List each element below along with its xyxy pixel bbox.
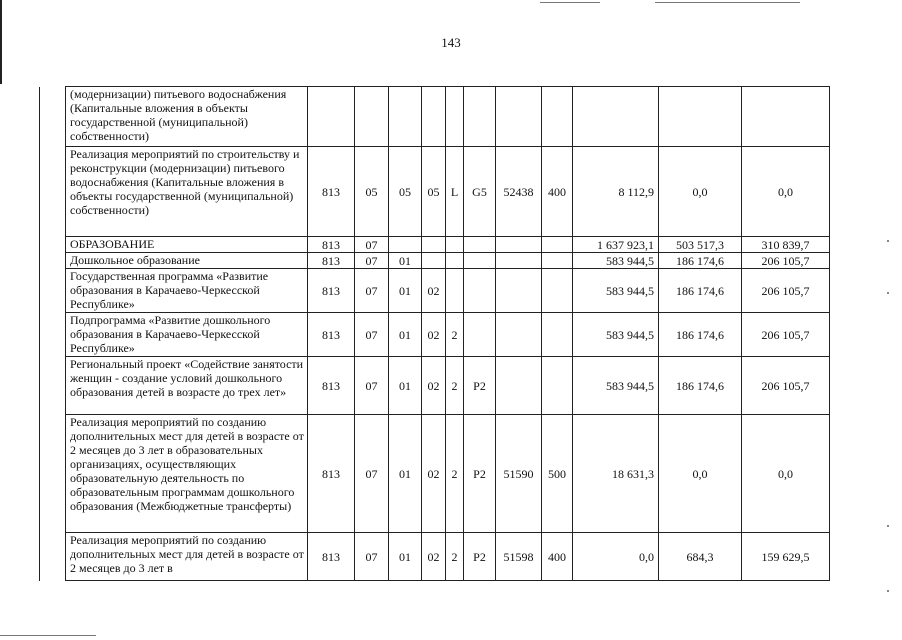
page-number: 143: [441, 35, 461, 50]
table-row: [40, 253, 830, 269]
subsection-code: 01: [389, 253, 422, 269]
scan-mark: [887, 292, 889, 294]
program-code: 02: [422, 357, 446, 415]
amount-year-2: 186 174,6: [659, 269, 742, 313]
program-code: [422, 253, 446, 269]
amount-year-1: 583 944,5: [573, 313, 659, 357]
row-name: Дошкольное образование: [66, 253, 308, 269]
table-row: [40, 533, 830, 581]
amount-year-2: 186 174,6: [659, 253, 742, 269]
ministry-code: 813: [308, 313, 355, 357]
amount-year-2: 0,0: [659, 415, 742, 533]
section-code: 07: [355, 533, 389, 581]
amount-year-1: 0,0: [573, 533, 659, 581]
table-row: [40, 87, 830, 147]
row-name: Региональный проект «Содействие занятости женщин - создание условий дошкольного образования детей в возрасте до трех лет»: [66, 357, 308, 415]
amount-year-1: 583 944,5: [573, 269, 659, 313]
subprogram-code: 2: [446, 415, 464, 533]
subprogram-code: 2: [446, 357, 464, 415]
direction-code: [496, 253, 542, 269]
direction-code: [496, 87, 542, 147]
amount-year-1: 583 944,5: [573, 253, 659, 269]
section-code: 07: [355, 415, 389, 533]
ministry-code: 813: [308, 147, 355, 237]
expense-type-code: [542, 313, 573, 357]
ministry-code: 813: [308, 415, 355, 533]
amount-year-3: 0,0: [742, 415, 830, 533]
row-name: (модернизации) питьевого водоснабжения (Капитальные вложения в объекты государственной (муниципальной) собственности): [66, 87, 308, 147]
section-code: 07: [355, 237, 389, 253]
amount-year-2: 0,0: [659, 147, 742, 237]
scan-mark: [887, 590, 889, 592]
subprogram-code: [446, 237, 464, 253]
amount-year-1: 8 112,9: [573, 147, 659, 237]
ministry-code: [308, 87, 355, 147]
subsection-code: 01: [389, 533, 422, 581]
subsection-code: 01: [389, 269, 422, 313]
blank-cell: [40, 415, 66, 533]
amount-year-1: [573, 87, 659, 147]
direction-code: [496, 357, 542, 415]
amount-year-2: 684,3: [659, 533, 742, 581]
blank-cell: [40, 253, 66, 269]
direction-code: 51590: [496, 415, 542, 533]
project-code: G5: [464, 147, 496, 237]
amount-year-1: 1 637 923,1: [573, 237, 659, 253]
ministry-code: 813: [308, 357, 355, 415]
amount-year-1: 18 631,3: [573, 415, 659, 533]
amount-year-3: 206 105,7: [742, 269, 830, 313]
amount-year-3: 310 839,7: [742, 237, 830, 253]
amount-year-3: 0,0: [742, 147, 830, 237]
subprogram-code: 2: [446, 533, 464, 581]
subprogram-code: 2: [446, 313, 464, 357]
ministry-code: 813: [308, 269, 355, 313]
expense-type-code: [542, 357, 573, 415]
row-name: Реализация мероприятий по строительству и реконструкции (модернизации) питьевого водоснабжения (Капитальные вложения в объекты государственной (муниципальной) собственности): [66, 147, 308, 237]
amount-year-1: 583 944,5: [573, 357, 659, 415]
row-name: Реализация мероприятий по созданию дополнительных мест для детей в возрасте от 2 месяцев до 3 лет в образовательных организациях, осуществляющих образовательную деятельность по образовательным программам дошкольного образования (Межбюджетные трансферты): [66, 415, 308, 533]
subprogram-code: [446, 253, 464, 269]
scan-bottom-rule: [0, 635, 96, 636]
project-code: [464, 253, 496, 269]
blank-cell: [40, 147, 66, 237]
section-code: 07: [355, 269, 389, 313]
amount-year-2: 186 174,6: [659, 357, 742, 415]
amount-year-3: 206 105,7: [742, 357, 830, 415]
project-code: [464, 237, 496, 253]
scan-mark: [887, 525, 889, 527]
subprogram-code: L: [446, 147, 464, 237]
section-code: 07: [355, 253, 389, 269]
section-code: 07: [355, 313, 389, 357]
direction-code: [496, 313, 542, 357]
subsection-code: [389, 237, 422, 253]
amount-year-3: 206 105,7: [742, 253, 830, 269]
expense-type-code: 400: [542, 533, 573, 581]
table-row: [40, 415, 830, 533]
scan-mark: [887, 240, 889, 242]
direction-code: 51598: [496, 533, 542, 581]
program-code: 02: [422, 269, 446, 313]
program-code: 02: [422, 313, 446, 357]
blank-cell: [40, 237, 66, 253]
project-code: P2: [464, 533, 496, 581]
amount-year-2: [659, 87, 742, 147]
row-name: ОБРАЗОВАНИЕ: [66, 237, 308, 253]
expense-type-code: [542, 253, 573, 269]
project-code: P2: [464, 357, 496, 415]
subprogram-code: [446, 269, 464, 313]
project-code: [464, 313, 496, 357]
project-code: P2: [464, 415, 496, 533]
program-code: [422, 237, 446, 253]
subsection-code: [389, 87, 422, 147]
expense-type-code: [542, 269, 573, 313]
scan-top-rule: [540, 2, 600, 3]
blank-cell: [40, 357, 66, 415]
section-code: [355, 87, 389, 147]
program-code: 02: [422, 533, 446, 581]
blank-cell: [40, 533, 66, 581]
blank-cell: [40, 313, 66, 357]
direction-code: [496, 237, 542, 253]
table-row: [40, 357, 830, 415]
direction-code: [496, 269, 542, 313]
program-code: 02: [422, 415, 446, 533]
program-code: 05: [422, 147, 446, 237]
expense-type-code: [542, 87, 573, 147]
project-code: [464, 87, 496, 147]
blank-cell: [40, 87, 66, 147]
amount-year-2: 186 174,6: [659, 313, 742, 357]
row-name: Реализация мероприятий по созданию дополнительных мест для детей в возрасте от 2 месяцев до 3 лет в: [66, 533, 308, 581]
budget-table: [39, 86, 830, 581]
subprogram-code: [446, 87, 464, 147]
table-row: [40, 313, 830, 357]
expense-type-code: [542, 237, 573, 253]
amount-year-3: 206 105,7: [742, 313, 830, 357]
amount-year-3: [742, 87, 830, 147]
project-code: [464, 269, 496, 313]
direction-code: 52438: [496, 147, 542, 237]
ministry-code: 813: [308, 533, 355, 581]
subsection-code: 01: [389, 357, 422, 415]
section-code: 07: [355, 357, 389, 415]
subsection-code: 01: [389, 313, 422, 357]
table-row: [40, 269, 830, 313]
subsection-code: 05: [389, 147, 422, 237]
amount-year-3: 159 629,5: [742, 533, 830, 581]
expense-type-code: 400: [542, 147, 573, 237]
amount-year-2: 503 517,3: [659, 237, 742, 253]
budget-table-body: [40, 87, 830, 581]
ministry-code: 813: [308, 253, 355, 269]
ministry-code: 813: [308, 237, 355, 253]
row-name: Подпрограмма «Развитие дошкольного образования в Карачаево-Черкесской Республике»: [66, 313, 308, 357]
blank-cell: [40, 269, 66, 313]
expense-type-code: 500: [542, 415, 573, 533]
table-row: [40, 237, 830, 253]
program-code: [422, 87, 446, 147]
section-code: 05: [355, 147, 389, 237]
scan-top-rule: [655, 2, 800, 3]
subsection-code: 01: [389, 415, 422, 533]
row-name: Государственная программа «Развитие образования в Карачаево-Черкесской Республике»: [66, 269, 308, 313]
table-row: [40, 147, 830, 237]
